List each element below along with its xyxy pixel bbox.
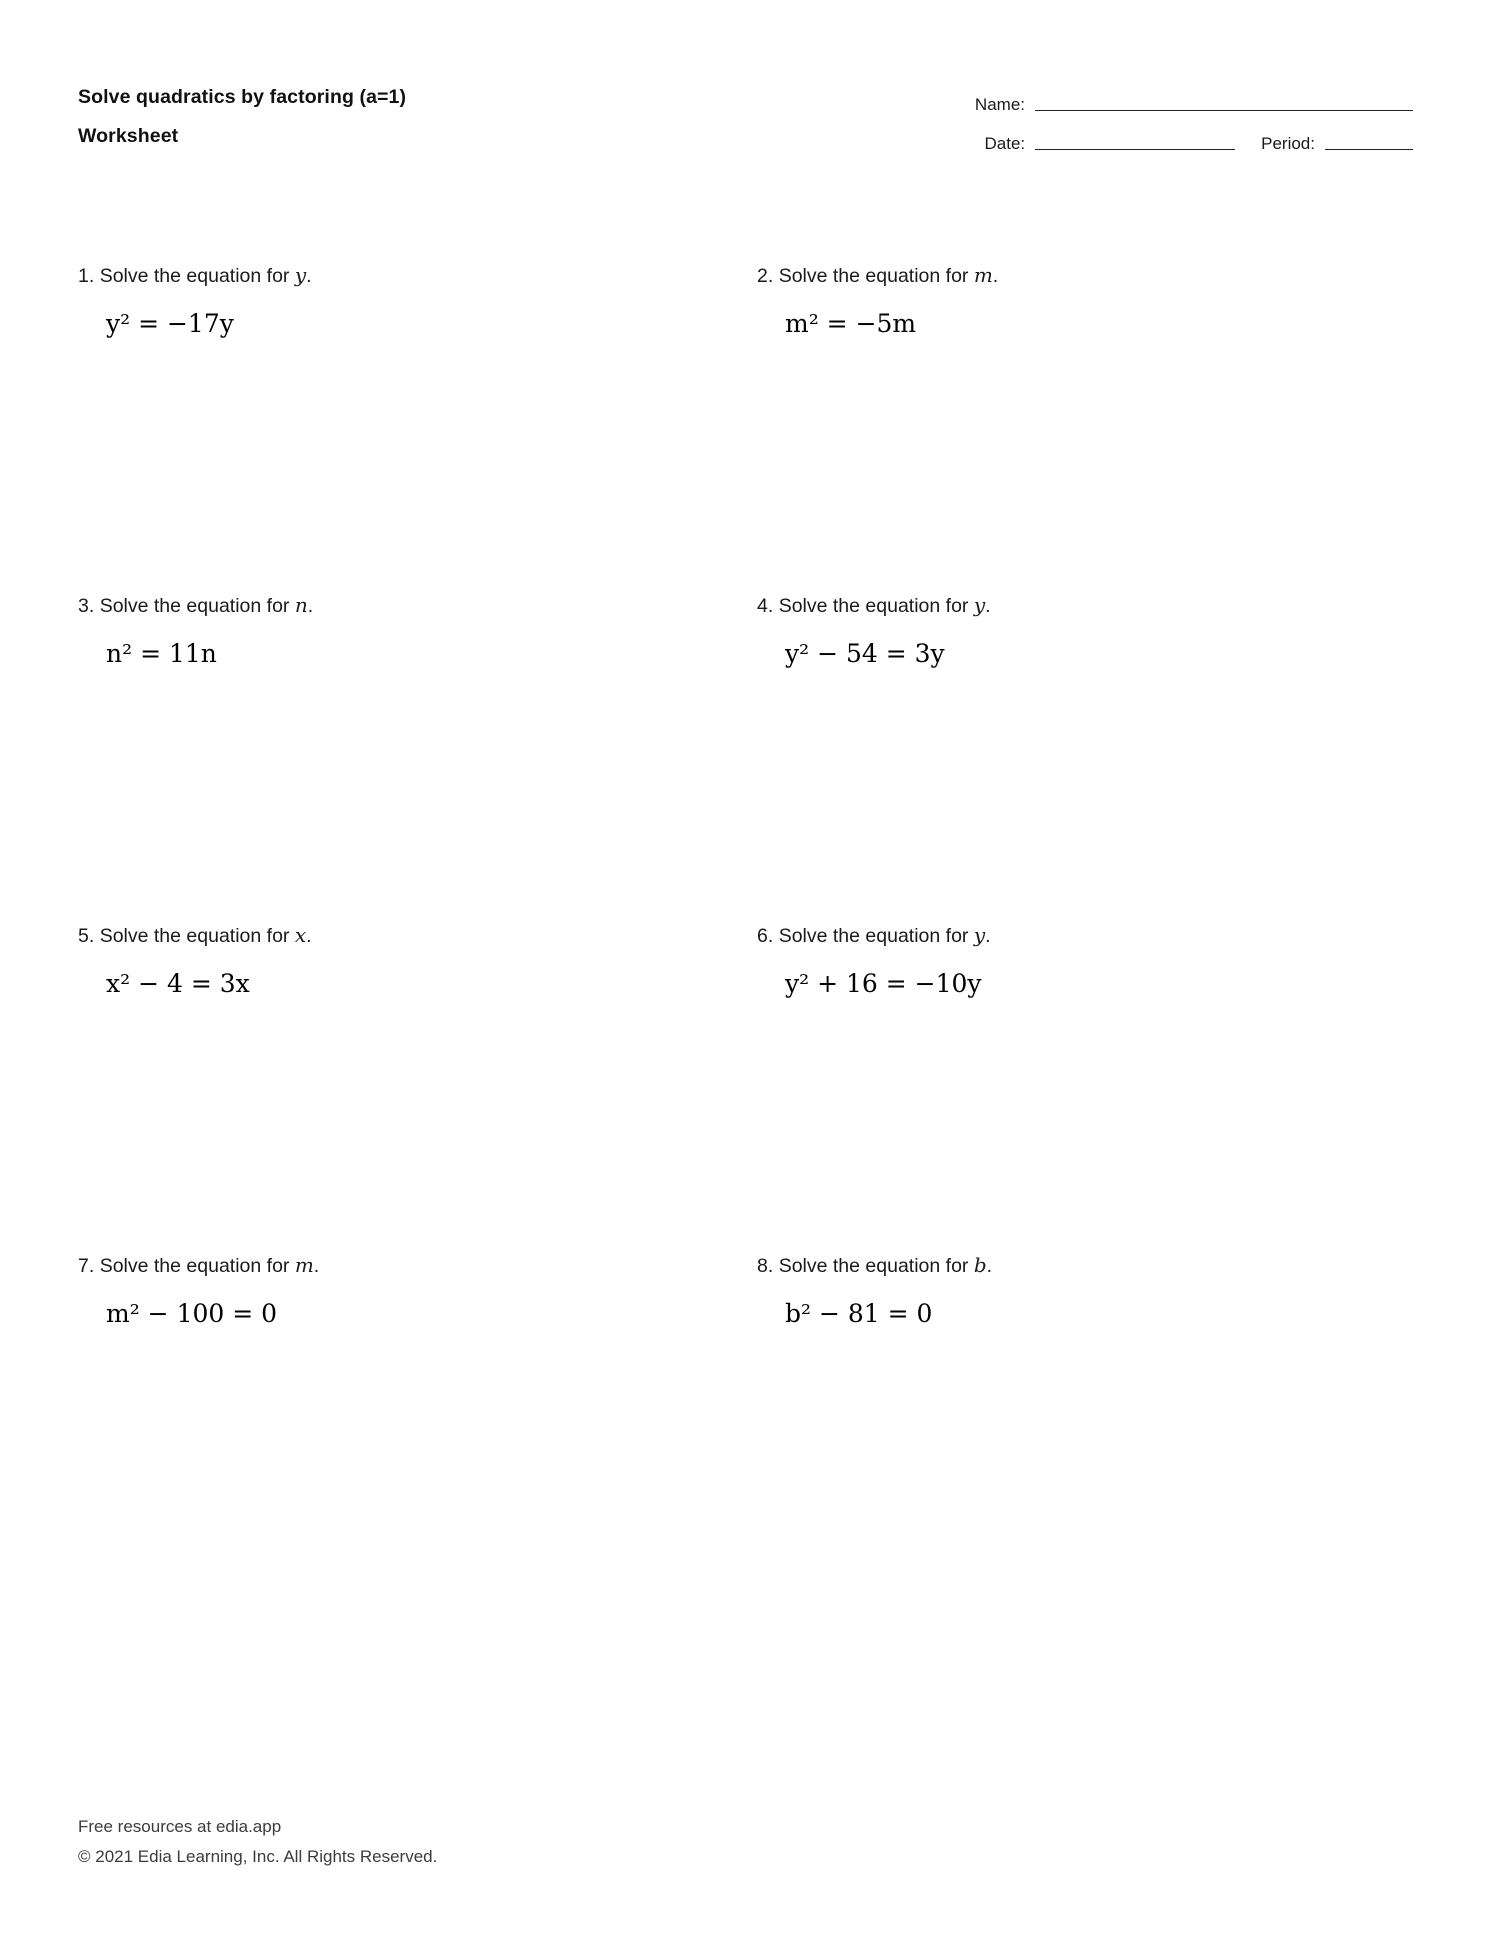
problem-3-prompt (78, 592, 748, 619)
footer-copyright-text: © 2021 Edia Learning, Inc. All Rights Reserved. (78, 1847, 438, 1866)
problem-4-number: 4. (757, 595, 774, 617)
problem-7-text: Solve the equation for (99, 1255, 290, 1277)
problem-2-prompt (757, 262, 1418, 289)
name-row (853, 78, 1413, 117)
problem-4-equation: y² − 54 = 3y (785, 639, 945, 668)
problem-5-text: Solve the equation for (99, 925, 290, 947)
date-input-line[interactable] (1035, 149, 1235, 150)
date-period-row (853, 117, 1413, 156)
problem-3 (78, 592, 748, 922)
problem-8 (748, 1252, 1418, 1582)
problem-7 (78, 1252, 748, 1582)
period-label: Period: (1261, 134, 1315, 153)
problem-8-text: Solve the equation for (778, 1255, 969, 1277)
problem-6-variable: y (973, 923, 986, 947)
problem-1-number: 1. (78, 265, 95, 287)
problem-1-variable: y (294, 263, 307, 287)
problem-4-text: Solve the equation for (778, 595, 969, 617)
problem-3-variable: n (294, 593, 308, 617)
problem-5 (78, 922, 748, 1252)
problem-6 (748, 922, 1418, 1252)
problem-6-prompt (757, 922, 1418, 949)
footer-resources-text: Free resources at edia.app (78, 1817, 282, 1836)
problem-3-period: . (307, 595, 314, 617)
problem-6-period: . (985, 925, 991, 947)
problem-2-period: . (992, 265, 999, 287)
problem-row-1 (78, 262, 1418, 592)
problem-7-number: 7. (78, 1255, 95, 1277)
page-footer (78, 1812, 978, 1872)
problem-8-number: 8. (757, 1255, 774, 1277)
problem-3-equation: n² = 11n (106, 639, 217, 668)
problem-5-prompt (78, 922, 748, 949)
problem-6-number: 6. (757, 925, 774, 947)
problem-8-period: . (986, 1255, 993, 1277)
problem-1-equation: y² = −17y (106, 309, 234, 338)
problem-6-text: Solve the equation for (778, 925, 969, 947)
problem-8-prompt (757, 1252, 1418, 1279)
problem-1 (78, 262, 748, 592)
problem-row-4 (78, 1252, 1418, 1582)
problem-1-text: Solve the equation for (99, 265, 290, 287)
problem-5-number: 5. (78, 925, 95, 947)
problem-1-period: . (306, 265, 312, 287)
problem-7-variable: m (294, 1253, 314, 1277)
problem-5-variable: x (294, 923, 307, 947)
problem-2-equation: m² = −5m (785, 309, 917, 338)
problem-2-number: 2. (757, 265, 774, 287)
problem-5-equation: x² − 4 = 3x (106, 969, 250, 998)
problem-2-variable: m (973, 263, 993, 287)
name-input-line[interactable] (1035, 110, 1413, 111)
period-input-line[interactable] (1325, 149, 1413, 150)
problem-row-2 (78, 592, 1418, 922)
worksheet-header (78, 78, 1413, 168)
page-title (78, 78, 778, 156)
problem-6-equation: y² + 16 = −10y (785, 969, 982, 998)
title-line-2: Worksheet (78, 125, 179, 147)
student-info-block (853, 78, 1413, 156)
problem-8-equation: b² − 81 = 0 (785, 1299, 933, 1328)
problem-4-variable: y (973, 593, 986, 617)
problem-3-text: Solve the equation for (99, 595, 290, 617)
problem-row-3 (78, 922, 1418, 1252)
problem-8-variable: b (973, 1253, 987, 1277)
problem-2-text: Solve the equation for (778, 265, 969, 287)
problem-2 (748, 262, 1418, 592)
title-line-1: Solve quadratics by factoring (a=1) (78, 86, 407, 108)
problem-4-prompt (757, 592, 1418, 619)
problem-grid (78, 262, 1418, 1582)
problem-4 (748, 592, 1418, 922)
problem-1-prompt (78, 262, 748, 289)
name-label: Name: (974, 95, 1025, 114)
problem-7-equation: m² − 100 = 0 (106, 1299, 278, 1328)
problem-5-period: . (306, 925, 312, 947)
problem-7-prompt (78, 1252, 748, 1279)
date-label: Date: (984, 134, 1026, 153)
problem-4-period: . (985, 595, 991, 617)
problem-7-period: . (313, 1255, 320, 1277)
problem-3-number: 3. (78, 595, 95, 617)
